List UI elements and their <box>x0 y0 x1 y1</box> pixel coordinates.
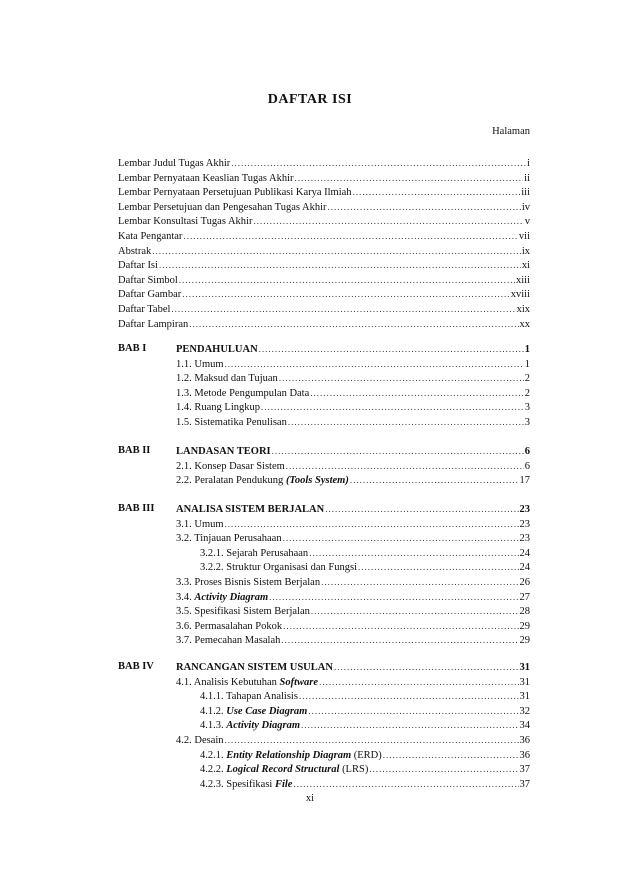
entry-label-text: 4.1.3. <box>200 720 227 732</box>
entry-label-text: 2.2. Peralatan Pendukung <box>176 475 286 487</box>
entry-label-text: Lembar Persetujuan dan Pengesahan Tugas Akhir <box>118 201 327 213</box>
entry-page-number: 24 <box>519 547 530 559</box>
page-title: DAFTAR ISI <box>267 92 353 107</box>
entry-label-text: 4.2. Desain <box>176 735 224 746</box>
leader-dots <box>225 518 519 530</box>
leader-dots <box>281 634 518 646</box>
entry-page-number: 6 <box>524 446 530 457</box>
entry-label-text: 3.2. Tinjauan Perusahaan <box>176 533 282 545</box>
entry-label <box>118 319 188 331</box>
leader-dots <box>259 343 524 355</box>
entry-page-number: ii <box>524 172 530 184</box>
entry-label <box>200 562 357 574</box>
entry-label-italic: Software <box>279 676 319 688</box>
leader-dots <box>189 318 518 330</box>
entry-label-italic: File <box>274 778 293 790</box>
entry-page-number: 27 <box>519 591 530 603</box>
leader-dots <box>283 620 518 632</box>
entry-label-text: 1.1. Umum <box>176 358 224 370</box>
leader-dots <box>334 661 519 673</box>
toc-entry[interactable] <box>118 274 530 287</box>
entry-label <box>176 635 280 647</box>
entry-label-text: RANCANGAN SISTEM USULAN <box>176 662 333 673</box>
leader-dots <box>272 445 524 457</box>
entry-label-text: Daftar Tabel <box>118 304 171 315</box>
entry-label-suffix: (LRS) <box>339 764 369 776</box>
entry-label <box>176 475 349 487</box>
entry-label-text: Daftar Gambar <box>118 289 182 301</box>
entry-page-number: 31 <box>519 676 530 688</box>
leader-dots <box>231 157 526 169</box>
entry-label-text: 1.2. Maksud dan Tujuan <box>176 373 278 385</box>
entry-label <box>200 779 292 791</box>
entry-label <box>176 402 260 414</box>
entry-page-number: 1 <box>524 344 530 355</box>
entry-page-number: 31 <box>519 662 530 673</box>
chapter-entry[interactable] <box>176 661 530 674</box>
entry-label-text: 3.2.2. Struktur Organisasi dan Fungsi <box>200 562 358 574</box>
leader-dots <box>295 172 524 184</box>
leader-dots <box>253 215 523 227</box>
leader-dots <box>225 734 519 746</box>
entry-page-number: 23 <box>519 518 530 530</box>
entry-label-text: Daftar Simbol <box>118 274 178 286</box>
chapter-entry[interactable] <box>176 445 530 458</box>
toc-entry[interactable] <box>176 518 530 531</box>
entry-label <box>118 275 178 287</box>
leader-dots <box>358 561 518 573</box>
entry-label-text: 4.1.1. Tahapan Analisis <box>200 691 298 703</box>
leader-dots <box>171 303 515 315</box>
entry-label <box>118 187 352 199</box>
entry-label <box>118 289 181 301</box>
entry-label <box>176 461 285 473</box>
entry-label <box>200 750 382 762</box>
toc-entry[interactable] <box>200 763 530 776</box>
leader-dots <box>369 763 518 775</box>
leader-dots <box>328 201 521 213</box>
entry-label-text: 4.1. Analisis Kebutuhan <box>176 676 280 688</box>
entry-label-text: 3.6. Permasalahan Pokok <box>176 620 283 632</box>
entry-label-text: 1.4. Ruang Lingkup <box>176 402 260 414</box>
leader-dots <box>261 401 524 413</box>
entry-label <box>176 504 324 516</box>
leader-dots <box>325 503 518 515</box>
leader-dots <box>182 288 509 300</box>
entry-label-italic: (Tools System) <box>285 475 349 487</box>
toc-entry[interactable] <box>118 186 530 199</box>
entry-label-text: 3.4. <box>176 591 195 603</box>
toc-entry[interactable] <box>176 620 530 633</box>
entry-page-number: 36 <box>519 735 530 746</box>
entry-page-number: xviii <box>510 289 530 301</box>
entry-page-number: vii <box>518 231 530 242</box>
leader-dots <box>353 186 521 198</box>
toc-entry[interactable] <box>200 749 530 762</box>
entry-label-text: PENDAHULUAN <box>176 344 258 355</box>
entry-label <box>176 677 318 689</box>
entry-label <box>176 606 310 618</box>
entry-page-number: 2 <box>524 387 530 399</box>
toc-entry[interactable] <box>118 303 530 316</box>
leader-dots <box>225 358 524 370</box>
entry-label <box>118 260 158 272</box>
entry-page-number: 1 <box>524 358 530 370</box>
leader-dots <box>152 245 521 257</box>
entry-label-text: 3.3. Proses Bisnis Sistem Berjalan <box>176 577 321 588</box>
leader-dots <box>159 259 521 271</box>
toc-entry[interactable] <box>176 387 530 400</box>
toc-entry[interactable] <box>176 372 530 385</box>
entry-label <box>176 446 271 458</box>
toc-entry[interactable] <box>176 634 530 647</box>
toc-entry[interactable] <box>200 705 530 718</box>
entry-label <box>176 417 287 429</box>
entry-label-text: 4.1.2. <box>200 705 227 717</box>
entry-label <box>176 621 282 633</box>
entry-label-italic: Activity Diagram <box>226 720 301 732</box>
entry-page-number: xx <box>519 318 530 330</box>
entry-page-number: xi <box>521 260 530 272</box>
entry-label <box>118 158 230 170</box>
entry-label-text: 1.3. Metode Pengumpulan Data <box>176 387 310 399</box>
entry-label <box>118 246 151 258</box>
entry-page-number: xiii <box>515 274 530 286</box>
toc-entry[interactable] <box>176 605 530 618</box>
entry-label <box>118 202 327 214</box>
entry-page-number: 31 <box>519 691 530 703</box>
toc-entry[interactable] <box>118 288 530 301</box>
toc-entry[interactable] <box>200 690 530 703</box>
entry-label-text: Lembar Pernyataan Keaslian Tugas Akhir <box>118 172 294 184</box>
entry-label <box>176 373 278 385</box>
entry-label-text: 1.5. Sistematika Penulisan <box>176 417 287 428</box>
entry-label <box>200 691 298 703</box>
entry-label-text: 3.1. Umum <box>176 518 224 530</box>
entry-page-number: 2 <box>524 373 530 385</box>
entry-label-text: Daftar Isi <box>118 260 158 272</box>
entry-label-italic: Logical Record Structural <box>226 764 340 776</box>
leader-dots <box>310 387 523 399</box>
toc-entry[interactable] <box>176 591 530 604</box>
entry-page-number: 3 <box>524 417 530 428</box>
entry-page-number: iv <box>521 201 530 213</box>
leader-dots <box>308 705 518 717</box>
toc-entry[interactable] <box>200 778 530 791</box>
toc-entry[interactable] <box>176 474 530 487</box>
toc-entry[interactable] <box>176 401 530 414</box>
leader-dots <box>321 576 518 588</box>
leader-dots <box>269 591 518 603</box>
leader-dots <box>319 676 518 688</box>
entry-label <box>118 231 182 243</box>
entry-page-number: 29 <box>519 620 530 632</box>
entry-page-number: 32 <box>519 705 530 717</box>
entry-page-number: iii <box>521 187 530 199</box>
entry-label <box>176 388 309 400</box>
leader-dots <box>293 778 518 790</box>
leader-dots <box>311 605 519 617</box>
entry-label <box>176 533 282 545</box>
leader-dots <box>279 372 524 384</box>
entry-label <box>118 216 252 228</box>
entry-page-number: 34 <box>519 720 530 732</box>
entry-label-text: 4.2.1. <box>200 749 227 761</box>
toc-entry[interactable] <box>176 676 530 689</box>
chapter-number: BAB II <box>118 445 151 456</box>
entry-label-text: 3.2.1. Sejarah Perusahaan <box>200 547 309 559</box>
entry-page-number: 24 <box>519 562 530 574</box>
leader-dots <box>350 474 519 486</box>
toc-entry[interactable] <box>176 358 530 371</box>
toc-entry[interactable] <box>176 576 530 589</box>
entry-page-number: 23 <box>519 504 530 515</box>
entry-label-text: LANDASAN TEORI <box>176 446 271 457</box>
entry-page-number: 26 <box>519 577 530 588</box>
entry-page-number: 28 <box>519 606 530 618</box>
entry-page-number: ix <box>521 245 530 257</box>
entry-page-number: xix <box>516 304 530 315</box>
entry-label-text: Lembar Pernyataan Persetujuan Publikasi Karya Ilmiah <box>118 187 352 199</box>
entry-label <box>200 706 307 718</box>
toc-entry[interactable] <box>176 734 530 747</box>
toc-entry[interactable] <box>176 416 530 429</box>
entry-label-text: 4.2.3. Spesifikasi <box>200 778 275 790</box>
entry-label-text: Lembar Konsultasi Tugas Akhir <box>118 216 253 228</box>
entry-page-number: 29 <box>519 635 530 647</box>
entry-page-number: 23 <box>519 533 530 545</box>
entry-label-text: 2.1. Konsep Dasar Sistem <box>176 460 285 472</box>
chapter-number: BAB III <box>118 503 155 514</box>
toc-entry[interactable] <box>118 230 530 243</box>
leader-dots <box>383 749 519 761</box>
toc-entry[interactable] <box>176 532 530 545</box>
entry-page-number: 6 <box>524 460 530 472</box>
entry-label <box>176 577 320 589</box>
leader-dots <box>183 230 517 242</box>
entry-page-number: 36 <box>519 749 530 761</box>
entry-label <box>176 519 224 531</box>
entry-page-number: 37 <box>519 778 530 790</box>
toc-entry[interactable] <box>118 245 530 258</box>
entry-label <box>118 173 294 185</box>
entry-label <box>118 304 170 316</box>
chapter-entry[interactable] <box>176 503 530 516</box>
footer-page-number: xi <box>305 793 315 804</box>
entry-label-text: 3.7. Pemecahan Masalah <box>176 635 281 647</box>
entry-label-italic: Use Case Diagram <box>226 705 308 717</box>
entry-label-text: 3.5. Spesifikasi Sistem Berjalan <box>176 606 310 618</box>
entry-label <box>176 344 258 356</box>
entry-label <box>176 592 268 604</box>
entry-page-number: 3 <box>524 402 530 414</box>
entry-page-number: v <box>524 216 530 228</box>
toc-entry[interactable] <box>200 547 530 560</box>
chapter-number: BAB I <box>118 343 147 354</box>
toc-entry[interactable] <box>176 460 530 473</box>
entry-page-number: 37 <box>519 764 530 776</box>
entry-label <box>176 662 333 674</box>
entry-label-italic: Entity Relationship Diagram <box>226 749 352 761</box>
entry-page-number: i <box>527 158 530 169</box>
toc-entry[interactable] <box>118 259 530 272</box>
chapter-number: BAB IV <box>118 661 154 672</box>
leader-dots <box>179 274 515 286</box>
toc-entry[interactable] <box>118 157 530 170</box>
leader-dots <box>301 719 518 731</box>
entry-label <box>200 548 308 560</box>
toc-entry[interactable] <box>118 201 530 214</box>
toc-entry[interactable] <box>118 215 530 228</box>
toc-entry[interactable] <box>118 172 530 185</box>
entry-label <box>176 735 224 747</box>
entry-label <box>200 764 368 776</box>
entry-label-suffix: (ERD) <box>351 749 382 761</box>
leader-dots <box>286 460 524 472</box>
entry-label-text: Lembar Judul Tugas Akhir <box>118 158 231 169</box>
entry-page-number: 17 <box>519 475 530 487</box>
leader-dots <box>288 416 524 428</box>
leader-dots <box>309 547 518 559</box>
entry-label-text: 4.2.2. <box>200 764 227 776</box>
entry-label-text: ANALISA SISTEM BERJALAN <box>176 504 325 515</box>
entry-label <box>200 720 300 732</box>
entry-label-text: Abstrak <box>118 245 152 257</box>
chapter-entry[interactable] <box>176 343 530 356</box>
entry-label <box>176 359 224 371</box>
toc-entry[interactable] <box>200 561 530 574</box>
leader-dots <box>299 690 519 702</box>
entry-label-text: Daftar Lampiran <box>118 318 189 330</box>
page-column-header: Halaman <box>492 126 530 137</box>
toc-entry[interactable] <box>118 318 530 331</box>
leader-dots <box>283 532 519 544</box>
entry-label-italic: Activity Diagram <box>194 591 269 603</box>
entry-label-text: Kata Pengantar <box>118 231 183 242</box>
toc-entry[interactable] <box>200 719 530 732</box>
